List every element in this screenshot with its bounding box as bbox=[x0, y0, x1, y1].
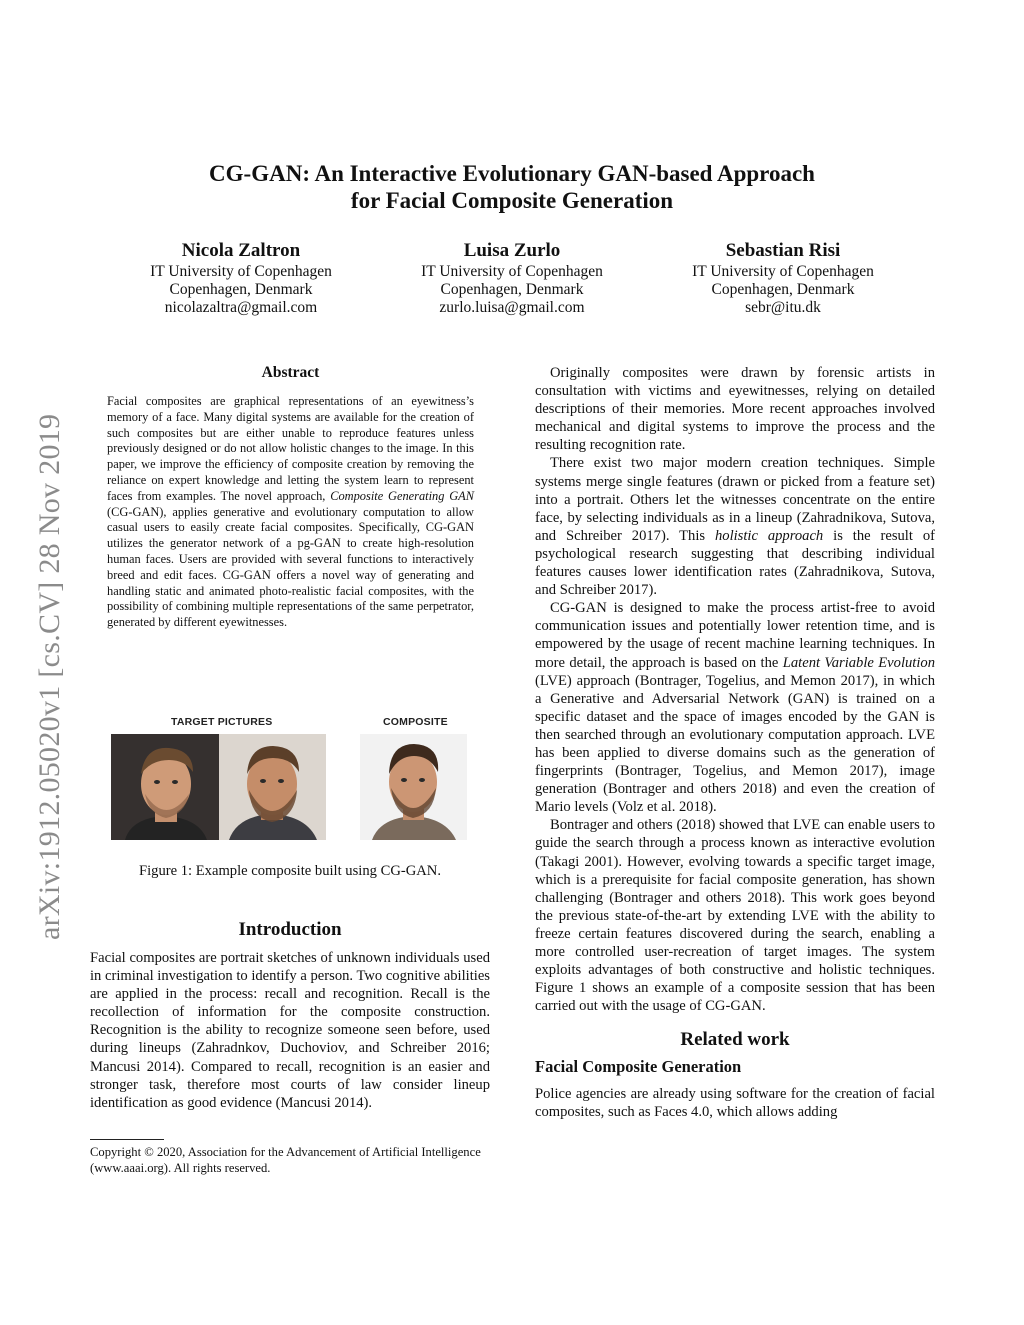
related-work-heading: Related work bbox=[680, 1029, 790, 1051]
author-affiliation: IT University of Copenhagen bbox=[150, 263, 332, 280]
introduction-paragraph: Facial composites are portrait sketches of unknown individuals used in criminal investigation to identify a person. Two cognitive abilities are applied in the process: recall and recognition. Recall is the recollection of information for the composite construction. Recognition is the ability to recognize someone seen before, used during lineups (Zahradnkov, Duchoviov, and Schreiber 2016; Mancusi 2014). Compared to recall, recognition is an easier and stronger task, therefore most courts of law consider lineup identification as good evidence (Mancusi 2014). bbox=[90, 950, 490, 1111]
title-line-1: CG-GAN: An Interactive Evolutionary GAN-based Approach bbox=[209, 161, 815, 186]
author-email: zurlo.luisa@gmail.com bbox=[439, 299, 585, 316]
introduction-section bbox=[90, 919, 490, 1112]
copyright-footnote: Copyright © 2020, Association for the Advancement of Artificial Intelligence (www.aaai.org). All rights reserved. bbox=[90, 1145, 481, 1175]
author-location: Copenhagen, Denmark bbox=[169, 281, 313, 298]
author-block-2 bbox=[362, 239, 662, 317]
author-email: nicolazaltra@gmail.com bbox=[164, 299, 318, 316]
figure-caption: Figure 1: Example composite built using CG-GAN. bbox=[139, 863, 441, 879]
author-affiliation: IT University of Copenhagen bbox=[421, 263, 603, 280]
author-email: sebr@itu.dk bbox=[745, 299, 821, 316]
facial-composite-generation-heading: Facial Composite Generation bbox=[535, 1057, 742, 1077]
author-name: Sebastian Risi bbox=[725, 240, 841, 261]
author-location: Copenhagen, Denmark bbox=[440, 281, 584, 298]
footnote-rule bbox=[90, 1139, 164, 1140]
arxiv-stamp: arXiv:1912.05020v1 [cs.CV] 28 Nov 2019 bbox=[33, 413, 66, 940]
author-block-1 bbox=[91, 239, 391, 317]
right-column bbox=[535, 364, 935, 1122]
composite-picture bbox=[360, 734, 467, 840]
abstract-text: Facial composites are graphical representations of an eyewitness’s memory of a face. Many digital systems are available for the creation of such composites but are either unable to reproduce features unless previously designed or do not allow holistic changes to the image. In this paper, we improve the efficiency of composite creation by removing the reliance on expert knowledge and letting the system learn to represent faces from examples. The novel approach, Composite Generating GAN (CG-GAN), applies generative and evolutionary computation to allow casual users to easily create facial composites. Specifically, CG-GAN utilizes the generator network of a pg-GAN to create high-resolution human faces. Users are provided with several functions to interactively breed and edit faces. CG-GAN offers a novel way of generating and handling static and animated photo-realistic facial composites, with the possibility of combining multiple representations of the same perpetrator, generated by different eyewitnesses. bbox=[107, 394, 474, 630]
target-picture-1 bbox=[111, 734, 219, 840]
abstract-section bbox=[107, 364, 474, 631]
abstract-heading: Abstract bbox=[261, 364, 320, 381]
author-name: Nicola Zaltron bbox=[181, 240, 301, 261]
paragraph-cggan: CG-GAN is designed to make the process artist-free to avoid communication issues and potentially lower retention time, and is empowered by the usage of recent machine learning techniques. In more detail, the approach is based on the Latent Variable Evolution (LVE) approach (Bontrager, Togelius, and Memon 2017), in which a Generative and Adversarial Network (GAN) is trained on a specific dataset and the space of images encoded by the GAN is then searched through an evolutionary computation approach. LVE has been applied to diverse domains such as the generation of fingerprints (Bontrager, Togelius, and Memon 2017), image generation (Bontrager and others 2018) and even the creation of Mario levels (Volz et al. 2018). bbox=[535, 600, 935, 816]
figure-label-composite: COMPOSITE bbox=[383, 716, 448, 728]
figure-label-target: TARGET PICTURES bbox=[171, 716, 273, 728]
author-block-3 bbox=[633, 239, 933, 317]
title-line-2: for Facial Composite Generation bbox=[350, 188, 674, 213]
paragraph-originally: Originally composites were drawn by forensic artists in consultation with victims and eyewitnesses, relying on detailed descriptions of their memories. More recent approaches involved mechanical and digital systems to improve the process and the resulting recognition rate. bbox=[535, 365, 935, 454]
author-location: Copenhagen, Denmark bbox=[711, 281, 855, 298]
introduction-heading: Introduction bbox=[238, 919, 342, 940]
author-name: Luisa Zurlo bbox=[463, 240, 561, 261]
target-picture-2 bbox=[219, 734, 326, 840]
paragraph-techniques: There exist two major modern creation techniques. Simple systems merge single features (drawn or picked from a feature set) into a portrait. Others let the witnesses concentrate on the entire face, by selecting individuals as in a lineup (Zahradnikova, Sutova, and Schreiber 2017). This holistic approach is the result of psychological research suggesting that describing individual features causes lower identification rates (Zahradnikova, Sutova, and Schreiber 2017). bbox=[535, 455, 935, 599]
paragraph-police: Police agencies are already using software for the creation of facial composites, such as Faces 4.0, which allows adding bbox=[535, 1086, 935, 1121]
author-affiliation: IT University of Copenhagen bbox=[692, 263, 874, 280]
paragraph-bontrager: Bontrager and others (2018) showed that LVE can enable users to guide the search through a process known as interactive evolution (Takagi 2001). However, evolving towards a specific target image, which is a prerequisite for facial composite generation, has shown challenging (Bontrager and others 2018). This work goes beyond the previous state-of-the-art by extending LVE with the ability to freeze certain features discovered during the search, enabling a more controlled user-recreation of target images. The system exploits advantages of both constructive and holistic techniques. Figure 1 shows an example of a composite session that has been carried out with the usage of CG-GAN. bbox=[535, 817, 935, 1015]
paper-title bbox=[90, 160, 934, 214]
